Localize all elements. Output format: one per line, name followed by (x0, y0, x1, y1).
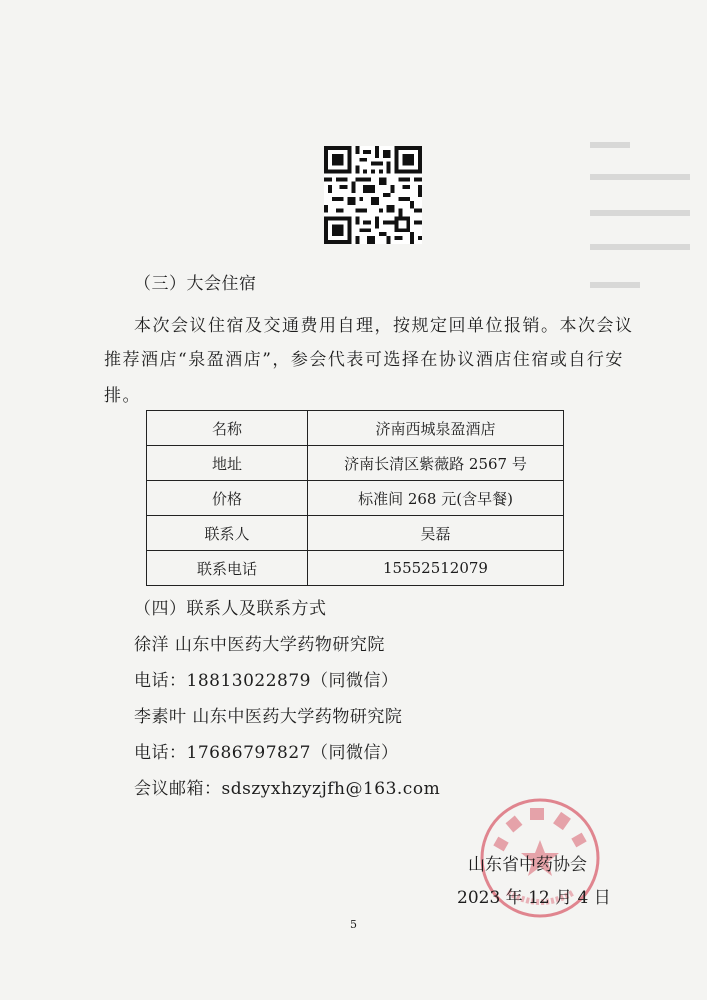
table-cell-value: 标准间 268 元(含早餐) (308, 481, 564, 516)
meeting-email: 会议邮箱：sdszyxhzyzjfh@163.com (134, 779, 441, 799)
hotel-info-table (146, 410, 564, 586)
table-cell-label: 名称 (147, 411, 308, 446)
lodging-paragraph-line: 排。 (104, 386, 141, 406)
lodging-paragraph-line: 本次会议住宿及交通费用自理，按规定回单位报销。本次会议 (134, 316, 634, 336)
qr-code (324, 146, 422, 244)
table-cell-value: 吴磊 (308, 516, 564, 551)
issue-date: 2023 年 12 月 4 日 (457, 888, 611, 908)
lodging-paragraph-line: 推荐酒店“泉盈酒店”，参会代表可选择在协议酒店住宿或自行安 (104, 350, 624, 370)
section-heading-lodging: （三）大会住宿 (134, 274, 257, 294)
contact-phone: 电话：17686797827（同微信） (134, 743, 399, 763)
table-row (147, 481, 564, 516)
contact-phone: 电话：18813022879（同微信） (134, 671, 399, 691)
table-cell-label: 价格 (147, 481, 308, 516)
table-row (147, 516, 564, 551)
table-cell-label: 联系电话 (147, 551, 308, 586)
section-heading-contacts: （四）联系人及联系方式 (134, 599, 327, 619)
table-cell-label: 联系人 (147, 516, 308, 551)
table-row (147, 411, 564, 446)
table-cell-value: 济南西城泉盈酒店 (308, 411, 564, 446)
table-row (147, 446, 564, 481)
contact-person: 李素叶 山东中医药大学药物研究院 (134, 707, 403, 727)
table-cell-value: 济南长清区紫薇路 2567 号 (308, 446, 564, 481)
table-row (147, 551, 564, 586)
issuing-organization: 山东省中药协会 (468, 855, 587, 875)
page-number: 5 (350, 918, 357, 931)
contact-person: 徐洋 山东中医药大学药物研究院 (134, 635, 385, 655)
table-cell-value: 15552512079 (308, 551, 564, 586)
table-cell-label: 地址 (147, 446, 308, 481)
show-through-text (580, 132, 700, 322)
